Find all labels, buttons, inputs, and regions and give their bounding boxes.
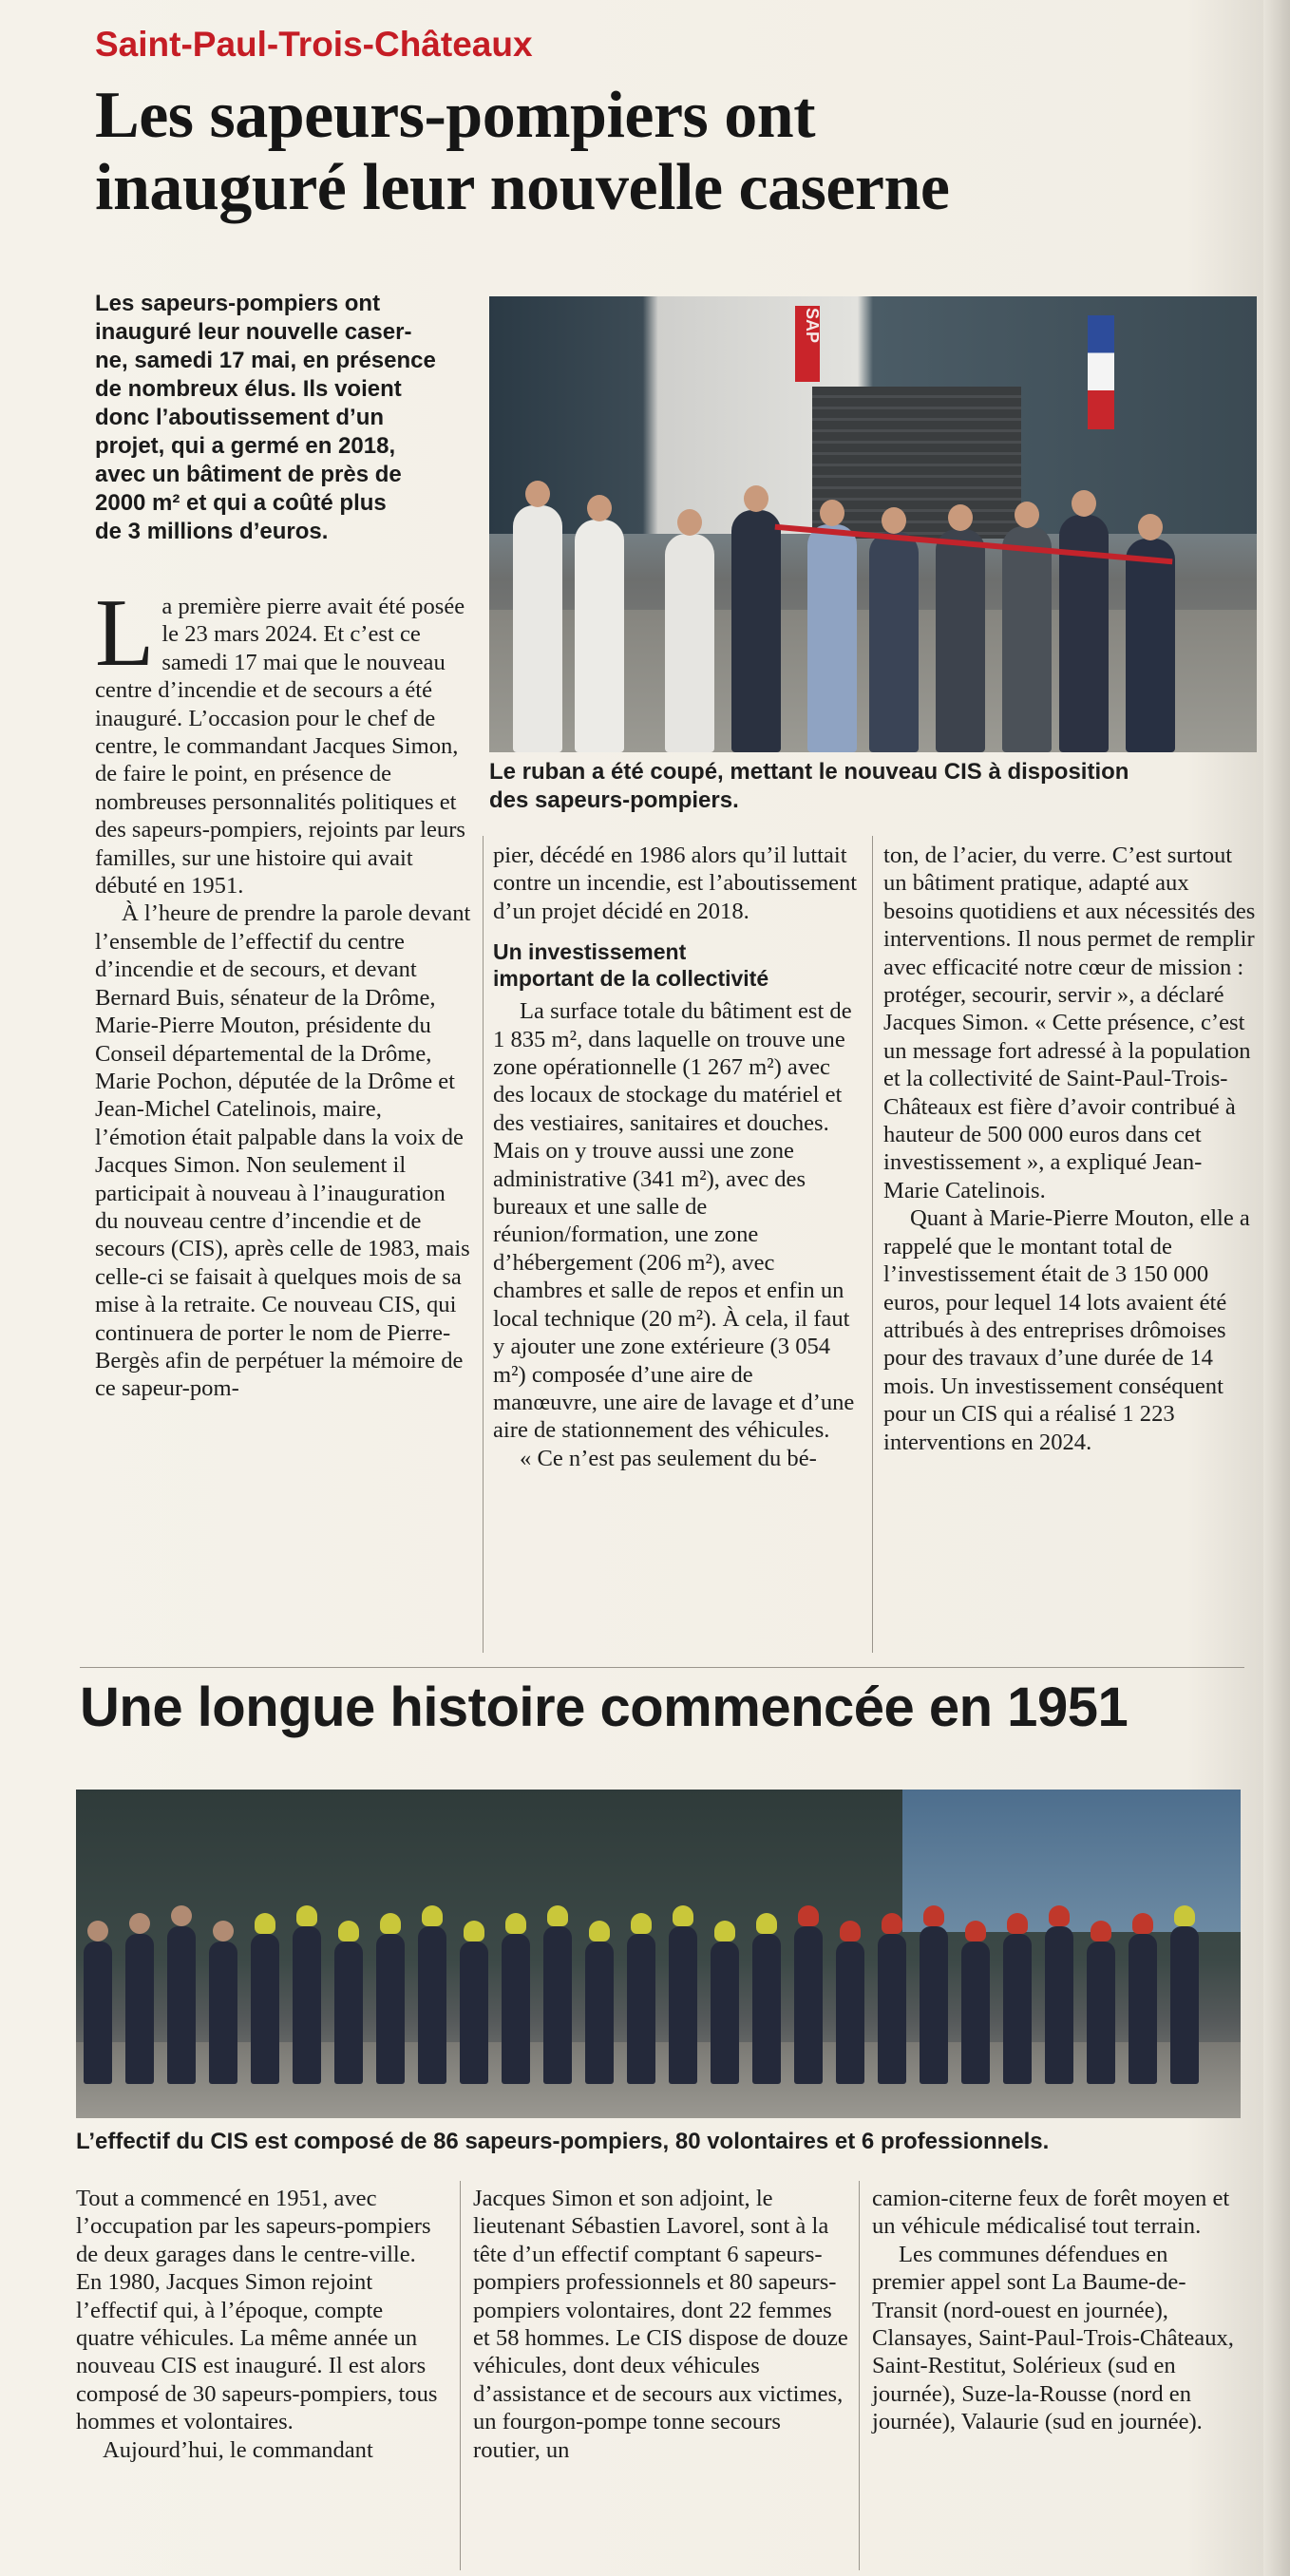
lead-line: ne, samedi 17 mai, en présence <box>95 348 436 373</box>
firefighter-figure <box>460 1941 488 2084</box>
lead-line: de 3 millions d’euros. <box>95 519 329 544</box>
firefighter-figure <box>836 1941 864 2084</box>
firefighter-figure <box>1045 1926 1073 2084</box>
headline-line: Les sapeurs-pompiers ont <box>95 79 816 152</box>
caption-line: des sapeurs-pompiers. <box>489 787 739 813</box>
official-person <box>807 524 857 752</box>
official-person <box>575 520 624 752</box>
firefighter-figure <box>251 1934 279 2084</box>
paragraph: camion-citerne feux de forêt moyen et un véhicule médicalisé tout terrain. <box>872 2186 1230 2240</box>
article-column-2 <box>493 842 862 1472</box>
firefighter-figure <box>334 1941 363 2084</box>
firefighter-figure <box>585 1941 614 2084</box>
paragraph: Jacques Simon et son adjoint, le lieutenant Sébastien Lavorel, sont à la tête d’un effectif comptant 6 sapeurs-pompiers professionnels et 80 sapeurs-pompiers volontaires, dont 22 femmes et 58 hommes. Le CIS dispose de douze véhicules, dont deux véhicules d’assistance et de secours aux victimes, un fourgon-pompe tonne secours routier, un <box>473 2186 848 2463</box>
article-column-3 <box>883 842 1256 1456</box>
lead-line: Les sapeurs-pompiers ont <box>95 291 381 316</box>
subhead-line: important de la collectivité <box>493 966 769 992</box>
station-sign-text: SAP <box>803 308 822 344</box>
firefighter-figure <box>627 1934 655 2084</box>
paragraph-text: a première pierre avait été posée le 23 mars 2024. Et c’est ce samedi 17 mai que le nouveau centre d’incendie et de secours a été inauguré. L’occasion pour le chef de centre, le commandant Jacques Simon, de faire le point, en présence de nombreuses personnalités politiques et des sapeurs-pompiers, rejoints par leurs familles, sur une histoire qui avait débuté en 1951. <box>95 594 465 900</box>
lead-line: inauguré leur nouvelle caser- <box>95 319 412 345</box>
firefighter-figure <box>961 1941 990 2084</box>
page-edge-shadow <box>1263 0 1290 2576</box>
firefighter-figure <box>669 1926 697 2084</box>
firefighters-group-photo <box>76 1790 1241 2118</box>
history-column-1 <box>76 2185 446 2464</box>
lead-line: projet, qui a germé en 2018, <box>95 433 396 459</box>
second-headline: Une longue histoire commencée en 1951 <box>80 1676 1129 1738</box>
column-rule <box>460 2181 461 2570</box>
firefighter-figure <box>1087 1941 1115 2084</box>
firefighter-figure <box>293 1926 321 2084</box>
french-flag <box>1088 315 1114 429</box>
official-person <box>513 505 562 752</box>
photo-caption <box>489 758 1268 815</box>
firefighter-figure <box>125 1934 154 2084</box>
paragraph: Aujourd’hui, le commandant <box>103 2436 373 2463</box>
column-rule <box>872 836 873 1653</box>
lead-line: avec un bâtiment de près de <box>95 462 402 487</box>
lead-line: donc l’aboutissement d’un <box>95 405 385 430</box>
paragraph: La surface totale du bâtiment est de 1 835 m², dans laquelle on trouve une zone opérationnelle (1 267 m²) avec des locaux de stockage du matériel et des vestiaires, sanitaires et douches. Mais on y trouve aussi une zone administrative (341 m²), avec des bureaux et une salle de réunion/formation, une zone d’hébergement (206 m²), avec chambres et salle de repos et enfin un local technique (20 m²). À cela, il faut y ajouter une zone extérieure (3 054 m²) composée d’une aire de manœuvre, une aire de lavage et d’une aire de stationnement des véhicules. <box>493 998 855 1444</box>
lead-line: de nombreux élus. Ils voient <box>95 376 402 402</box>
paragraph: Tout a commencé en 1951, avec l’occupation par les sapeurs-pompiers de deux garages dans le centre-ville. En 1980, Jacques Simon rejoint l’effectif qui, à l’époque, compte quatre véhicules. La même année un nouveau CIS est inauguré. Il est alors composé de 30 sapeurs-pompiers, tous hommes et volontaires. <box>76 2186 438 2435</box>
firefighter-figure <box>543 1926 572 2084</box>
caption-line: Le ruban a été coupé, mettant le nouveau CIS à disposition <box>489 759 1129 785</box>
firefighter-person <box>1126 539 1175 752</box>
column-rule <box>859 2181 860 2570</box>
firefighter-figure <box>1003 1934 1032 2084</box>
column-rule <box>483 836 484 1653</box>
firefighter-figure <box>502 1934 530 2084</box>
paragraph: À l’heure de prendre la parole devant l’ensemble de l’effectif du centre d’incendie et de secours, et devant Bernard Buis, sénateur de la Drôme, Marie-Pierre Mouton, présidente du Conseil départemental de la Drôme, Marie Pochon, députée de la Drôme et Jean-Michel Catelinois, maire, l’émotion était palpable dans la voix de Jacques Simon. Non seulement il participait à nouveau à l’inauguration du nouveau centre d’incendie et de secours (CIS), après celle de 1983, mais celle-ci se faisait à quelques mois de sa mise à la retraite. Ce nouveau CIS, qui continuera de porter le nom de Pierre-Bergès afin de perpétuer la mémoire de ce sapeur-pom- <box>95 900 471 1402</box>
article-lead <box>95 290 475 546</box>
paragraph: « Ce n’est pas seulement du bé- <box>520 1445 817 1471</box>
paragraph: ton, de l’acier, du verre. C’est surtout un bâtiment pratique, adapté aux besoins quotidiens et aux nécessités des interventions. Il nous permet de remplir avec efficacité notre cœur de mission : protéger, secourir, servir », a déclaré Jacques Simon. « Cette présence, c’est un message fort adressé à la population et la collectivité de Saint-Paul-Trois-Châteaux est fière d’avoir contribué à hauteur de 500 000 euros dans cet investissement », a expliqué Jean-Marie Catelinois. <box>883 843 1256 1203</box>
headline-line: inauguré leur nouvelle caserne <box>95 151 950 224</box>
firefighter-figure <box>84 1941 112 2084</box>
article-headline <box>95 80 1216 224</box>
official-person <box>665 534 714 752</box>
firefighter-figure <box>1129 1934 1157 2084</box>
firefighter-figure <box>711 1941 739 2084</box>
history-column-3 <box>872 2185 1237 2436</box>
paragraph <box>95 579 471 900</box>
paragraph: pier, décédé en 1986 alors qu’il luttait contre un incendie, est l’aboutissement d’un projet décidé en 2018. <box>493 843 858 924</box>
article-subhead <box>493 938 862 992</box>
official-person <box>869 532 919 752</box>
firefighter-figure <box>920 1926 948 2084</box>
subhead-line: Un investissement <box>493 939 687 965</box>
firefighter-figure <box>752 1934 781 2084</box>
history-column-2 <box>473 2185 849 2464</box>
paragraph: Les communes défendues en premier appel sont La Baume-de-Transit (nord-ouest en journée), Clansayes, Saint-Paul-Trois-Châteaux, Saint-Restitut, Solérieux (sud en journée), Suze-la-Rousse (nord en journée), Valaurie (sud en journée). <box>872 2241 1234 2435</box>
firefighter-figure <box>167 1926 196 2084</box>
firefighter-figure <box>418 1926 446 2084</box>
firefighter-figure <box>794 1926 823 2084</box>
firefighter-figure <box>209 1941 237 2084</box>
ribbon-cutting-photo <box>489 296 1257 752</box>
firefighter-person <box>731 510 781 752</box>
section-kicker: Saint-Paul-Trois-Châteaux <box>95 25 533 64</box>
photo-caption: L’effectif du CIS est composé de 86 sapeurs-pompiers, 80 volontaires et 6 professionnels. <box>76 2129 1050 2154</box>
paragraph: Quant à Marie-Pierre Mouton, elle a rappelé que le montant total de l’investissement était de 3 150 000 euros, pour lequel 14 lots avaient été attribués à des entreprises drômoises pour des travaux d’une durée de 14 mois. Un investissement conséquent pour un CIS qui a réalisé 1 223 interventions en 2024. <box>883 1205 1250 1455</box>
section-divider <box>80 1667 1244 1668</box>
article-column-1 <box>95 579 471 1403</box>
firefighter-figure <box>878 1934 906 2084</box>
firefighter-figure <box>376 1934 405 2084</box>
drop-cap: L <box>95 579 155 687</box>
official-person <box>1002 526 1052 752</box>
official-person <box>936 529 985 752</box>
lead-line: 2000 m² et qui a coûté plus <box>95 490 387 516</box>
firefighter-figure <box>1170 1926 1199 2084</box>
